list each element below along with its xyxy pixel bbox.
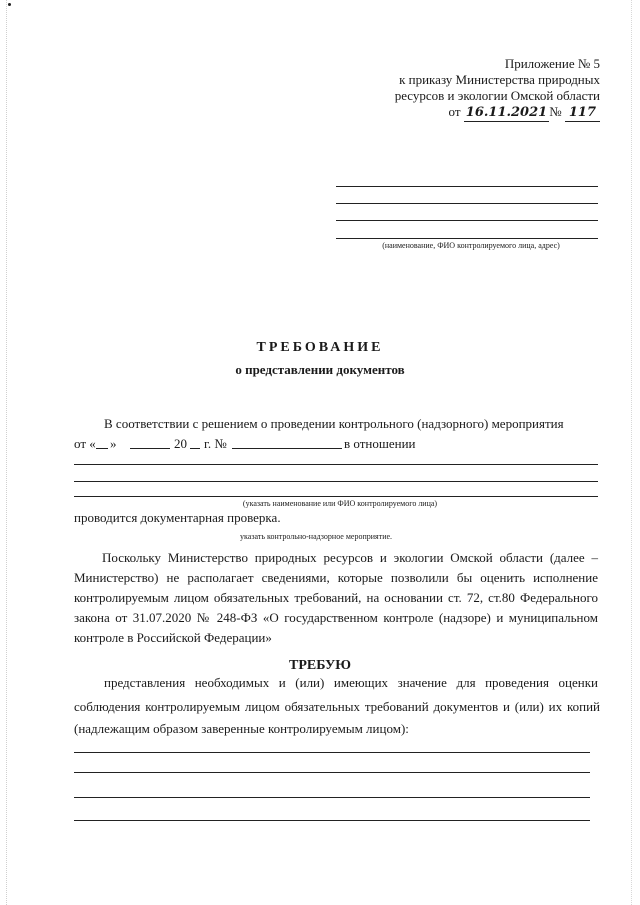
paragraph-request-rest: соблюдения контролируемым лицом обязательных требований документов и (или) их копий (надлежащим образом заверенные контролируемым лицом):: [74, 699, 600, 736]
appendix-number: Приложение № 5: [504, 56, 600, 71]
addressee-line-4[interactable]: [336, 238, 598, 239]
demand-heading: ТРЕБУЮ: [288, 658, 352, 673]
ministry-line: ресурсов и экологии Омской области: [394, 88, 600, 103]
scan-dot: [8, 3, 11, 6]
handwritten-date: 16.11.2021: [465, 105, 548, 120]
scan-edge-right: [631, 0, 632, 905]
document-title: ТРЕБОВАНИЕ: [256, 340, 384, 355]
decision-number-field[interactable]: [232, 448, 342, 449]
entity-caption: (указать наименование или ФИО контролируемого лица): [242, 499, 438, 508]
regarding-label: в отношении: [344, 436, 416, 451]
order-line: к приказу Министерства природных: [399, 72, 600, 87]
check-text: проводится документарная проверка.: [74, 510, 281, 525]
from-quote-open: от «: [74, 436, 96, 451]
document-list-line-2[interactable]: [74, 772, 590, 773]
order-date-line: [360, 104, 600, 122]
day-field[interactable]: [96, 448, 108, 449]
scan-edge-left: [6, 0, 7, 905]
year-field[interactable]: [190, 448, 200, 449]
event-caption: указать контрольно-надзорное мероприятие.: [240, 532, 393, 541]
document-list-line-4[interactable]: [74, 820, 590, 821]
addressee-line-1[interactable]: [336, 186, 598, 187]
document-subtitle: о представлении документов: [235, 362, 405, 377]
quote-close: »: [110, 436, 117, 451]
document-list-line-3[interactable]: [74, 797, 590, 798]
number-sign: №: [549, 104, 562, 119]
addressee-line-2[interactable]: [336, 203, 598, 204]
from-label: от: [448, 104, 461, 119]
month-field[interactable]: [130, 448, 170, 449]
decision-date-row: [74, 436, 614, 454]
year-prefix: 20: [174, 436, 187, 451]
addressee-caption: (наименование, ФИО контролируемого лица, адрес): [382, 241, 560, 250]
appendix-header: [360, 56, 600, 122]
entity-line-2[interactable]: [74, 481, 598, 482]
paragraph-decision: В соответствии с решением о проведении контрольного (надзорного) мероприятия: [104, 416, 564, 431]
year-suffix: г. №: [204, 436, 227, 451]
paragraph-basis: Поскольку Министерство природных ресурсов и экологии Омской области (далее – Министерство) не располагает сведениями, которые позволили бы оценить исполнение контролируемым лицом обязательных требований, на основании ст. 72, ст.80 Федерального закона от 31.07.2020 № 248-ФЗ «О государственном контроле (надзоре) и муниципальном контроле в Российской Федерации»: [74, 550, 598, 645]
entity-line-1[interactable]: [74, 464, 598, 465]
handwritten-number: 117: [565, 105, 600, 122]
document-list-line-1[interactable]: [74, 752, 590, 753]
entity-line-3[interactable]: [74, 496, 598, 497]
paragraph-request-first: представления необходимых и (или) имеющих значение для проведения оценки: [104, 675, 598, 690]
addressee-line-3[interactable]: [336, 220, 598, 221]
